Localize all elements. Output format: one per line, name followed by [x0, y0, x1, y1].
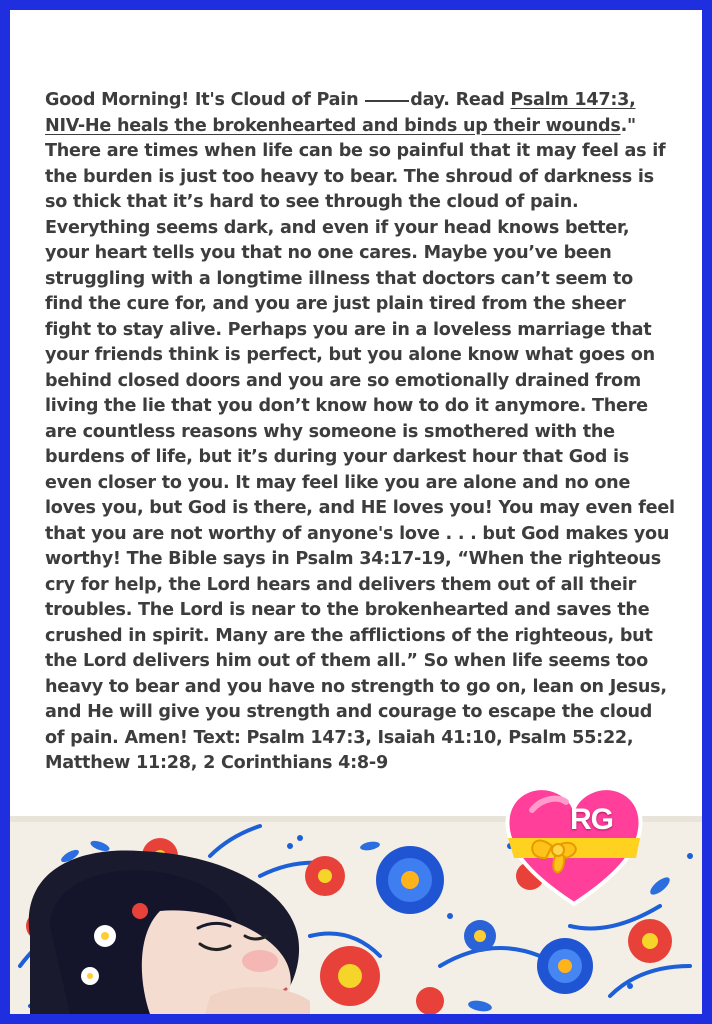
- post-card: [10, 10, 702, 1014]
- greeting-text: Good Morning! It's Cloud of Pain: [45, 90, 365, 110]
- greeting-after-blank: day. Read: [410, 90, 511, 110]
- verse-close: .": [620, 115, 636, 136]
- fill-blank: [365, 99, 409, 102]
- badge-label: RG: [570, 803, 613, 836]
- heart-with-ribbon-icon: [502, 780, 646, 908]
- devotional-body: There are times when life can be so painful that it may feel as if the burden is just too heavy to bear. The shroud of darkness is so thick that it’s hard to see through the cloud of pain. Everything seems dark, and even if your head knows better, your heart tells you that no one cares. Maybe you’ve been struggling with a longtime illness that doctors can’t seem to find the cure for, and you are just plain tired from the sheer fight to stay alive. Perhaps you are in a loveless marriage that your friends think is perfect, but you alone know what goes on behind closed doors and you are so emotionally drained from living the lie that you don’t know how to do it anymore. There are countless reasons why someone is smothered with the burdens of life, but it’s during your darkest hour that God is even closer to you. It may feel like you are alone and no one loves you, but God is there, and HE loves you! You may even feel that you are not worthy of anyone's love . . . but God makes you worthy! The Bible says in Psalm 34:17-19, “When the righteous cry for help, the Lord hears and delivers them out of all their troubles. The Lord is near to the brokenhearted and saves the crushed in spirit. Many are the afflictions of the righteous, but the Lord delivers him out of them all.” So when life seems too heavy to bear and you have no strength to go on, lean on Jesus, and He will give you strength and courage to escape the cloud of pain. Amen! Text: Psalm 147:3, Isaiah 41:10, Psalm 55:22, Matthew 11:28, 2 Corinthians 4:8-9: [45, 141, 675, 773]
- devotional-text: [45, 88, 675, 777]
- verse-reference-link[interactable]: Psalm 147:3, NIV-He heals the brokenhearted and binds up their wounds: [45, 90, 636, 136]
